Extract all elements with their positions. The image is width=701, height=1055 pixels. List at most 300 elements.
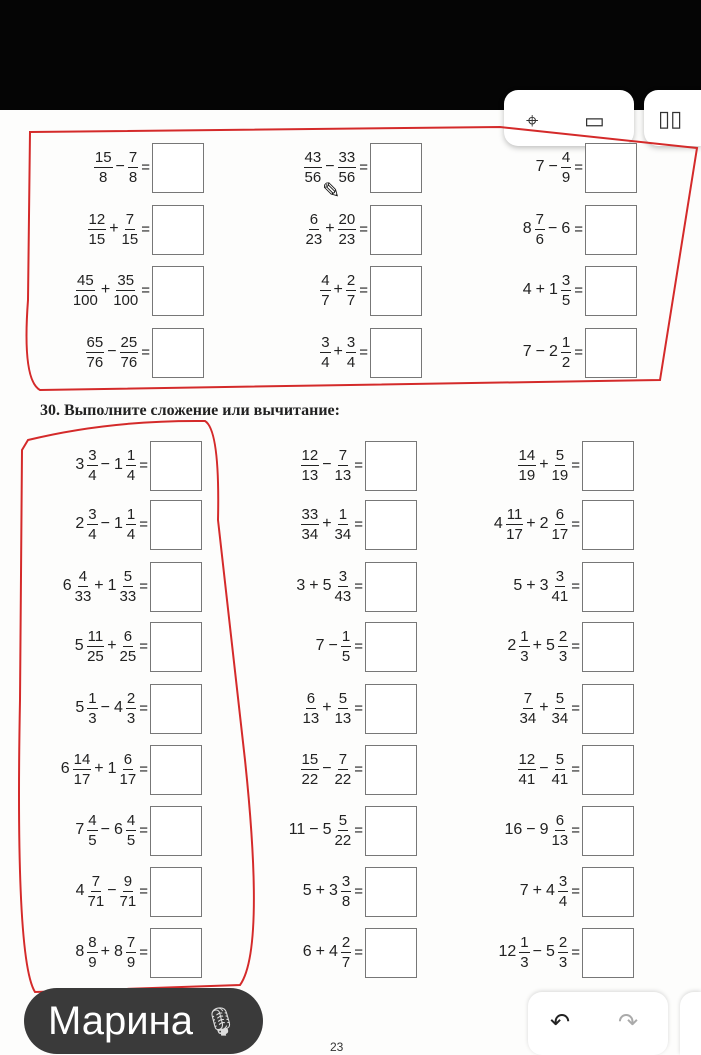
numerator: 6 — [309, 210, 319, 228]
fraction — [335, 813, 352, 848]
operator: − — [322, 456, 332, 473]
answer-box[interactable] — [585, 266, 637, 316]
operator: + — [532, 637, 542, 654]
equals-sign: = — [139, 821, 148, 839]
numerator: 43 — [304, 148, 322, 166]
expression — [301, 869, 363, 913]
numerator: 4 — [561, 148, 571, 166]
answer-box[interactable] — [365, 867, 417, 917]
operator: 1 — [107, 577, 117, 594]
denominator: 34 — [334, 525, 352, 543]
denominator: 56 — [304, 168, 322, 186]
answer-box[interactable] — [152, 143, 204, 193]
operator: 1 — [548, 281, 558, 298]
operator: − — [532, 943, 542, 960]
fraction — [304, 150, 323, 185]
denominator: 3 — [520, 953, 529, 971]
answer-box[interactable] — [365, 441, 417, 491]
operator: 3 — [75, 456, 85, 473]
expression — [319, 330, 368, 374]
operator: 5 — [75, 699, 85, 716]
answer-box[interactable] — [365, 806, 417, 856]
fraction — [73, 752, 92, 787]
numerator: 4 — [126, 811, 136, 829]
operator: + — [539, 699, 549, 716]
denominator: 9 — [126, 953, 136, 971]
operator: 3 — [328, 882, 338, 899]
answer-box[interactable] — [582, 745, 634, 795]
fraction — [335, 691, 352, 726]
operator: − — [107, 882, 117, 899]
denominator: 23 — [338, 230, 356, 248]
numerator: 3 — [558, 872, 568, 890]
pencil-cursor-icon: ✎ — [322, 178, 341, 203]
operator: 4 — [493, 515, 503, 532]
numerator: 9 — [123, 872, 133, 890]
grid-icon[interactable]: ▯▯ — [658, 106, 683, 131]
numerator: 3 — [561, 271, 571, 289]
denominator: 22 — [301, 770, 319, 788]
operator: 5 — [545, 943, 555, 960]
denominator: 8 — [128, 168, 138, 186]
equals-sign: = — [571, 577, 580, 595]
fraction — [126, 813, 136, 848]
operator: 2 — [75, 515, 85, 532]
operator: 2 — [539, 515, 549, 532]
denominator: 71 — [119, 892, 137, 910]
fraction — [335, 507, 352, 542]
numerator: 3 — [88, 446, 97, 464]
operator: 5 — [322, 821, 332, 838]
operator: 5 — [322, 577, 332, 594]
fraction — [519, 629, 529, 664]
fraction — [88, 874, 105, 909]
microphone-icon[interactable]: 🎙 — [202, 1005, 239, 1037]
equals-sign: = — [139, 882, 148, 900]
operator: 12 — [498, 943, 517, 960]
cursor-icon[interactable]: ⌖ — [526, 108, 539, 133]
operator: + — [94, 760, 104, 777]
operator: + — [315, 943, 325, 960]
answer-box[interactable] — [585, 143, 637, 193]
fraction — [552, 507, 569, 542]
fraction — [87, 448, 97, 483]
numerator: 15 — [94, 148, 112, 166]
numerator: 7 — [91, 872, 101, 890]
denominator: 25 — [119, 647, 137, 665]
equals-sign: = — [571, 699, 580, 717]
denominator: 41 — [551, 770, 569, 788]
numerator: 2 — [558, 933, 568, 951]
answer-box[interactable] — [582, 684, 634, 734]
operator: − — [539, 760, 549, 777]
operator: + — [535, 281, 545, 298]
fraction — [552, 813, 569, 848]
expression — [534, 145, 583, 189]
answer-box[interactable] — [365, 622, 417, 672]
denominator: 19 — [518, 466, 536, 484]
fraction — [558, 629, 568, 664]
numerator: 5 — [555, 446, 565, 464]
equals-sign: = — [574, 220, 583, 238]
numerator: 12 — [518, 750, 536, 768]
numerator: 11 — [87, 627, 104, 645]
answer-box[interactable] — [150, 622, 202, 672]
expression — [85, 330, 150, 374]
fraction — [126, 507, 136, 542]
equals-sign: = — [141, 343, 150, 361]
expression — [93, 145, 150, 189]
equals-sign: = — [354, 637, 363, 655]
operator: 9 — [539, 821, 549, 838]
expression — [73, 930, 148, 974]
numerator: 7 — [523, 689, 533, 707]
answer-box[interactable] — [365, 500, 417, 550]
answer-box[interactable] — [582, 441, 634, 491]
equals-sign: = — [139, 456, 148, 474]
user-chip[interactable] — [24, 988, 263, 1054]
operator: − — [322, 760, 332, 777]
numerator: 7 — [338, 446, 348, 464]
answer-box[interactable] — [152, 205, 204, 255]
denominator: 15 — [88, 230, 106, 248]
operator: 16 — [504, 821, 523, 838]
operator: + — [325, 220, 335, 237]
denominator: 9 — [88, 953, 97, 971]
denominator: 13 — [302, 709, 320, 727]
numerator: 7 — [338, 750, 348, 768]
page-number: 23 — [330, 1040, 344, 1054]
equals-sign: = — [359, 343, 368, 361]
fraction — [120, 569, 137, 604]
operator: 1 — [113, 515, 123, 532]
operator: 8 — [113, 943, 123, 960]
operator: 2 — [548, 343, 558, 360]
numerator: 12 — [301, 446, 319, 464]
denominator: 4 — [126, 466, 136, 484]
answer-box[interactable] — [585, 328, 637, 378]
operator: 8 — [75, 943, 85, 960]
numerator: 5 — [338, 811, 348, 829]
denominator: 7 — [341, 953, 351, 971]
expression — [492, 502, 580, 546]
operator: + — [322, 699, 332, 716]
equals-sign: = — [354, 882, 363, 900]
expression — [294, 564, 363, 608]
expression — [300, 747, 363, 791]
denominator: 76 — [120, 353, 138, 371]
operator: 7 — [519, 882, 529, 899]
fraction — [87, 935, 97, 970]
numerator: 33 — [301, 505, 319, 523]
operator: + — [333, 343, 343, 360]
numerator: 7 — [535, 210, 544, 228]
operator: − — [328, 637, 338, 654]
denominator: 3 — [126, 709, 136, 727]
fraction — [346, 273, 356, 308]
operator: 4 — [545, 882, 555, 899]
expression — [497, 930, 581, 974]
numerator: 6 — [123, 627, 133, 645]
fraction — [346, 335, 356, 370]
exercise-heading: 30. Выполните сложение или вычитание: — [40, 402, 340, 419]
answer-box[interactable] — [150, 867, 202, 917]
operator: − — [115, 158, 125, 175]
answer-box[interactable] — [582, 806, 634, 856]
numerator: 20 — [338, 210, 356, 228]
expression — [287, 808, 363, 852]
numerator: 35 — [117, 271, 135, 289]
denominator: 4 — [126, 525, 136, 543]
denominator: 100 — [113, 291, 139, 309]
numerator: 2 — [126, 689, 136, 707]
operator: 11 — [288, 821, 306, 838]
fraction — [73, 273, 98, 308]
operator: 8 — [522, 220, 532, 237]
equals-sign: = — [141, 281, 150, 299]
denominator: 13 — [334, 466, 352, 484]
answer-box[interactable] — [152, 266, 204, 316]
numerator: 1 — [520, 933, 529, 951]
equals-sign: = — [139, 515, 148, 533]
answer-box[interactable] — [370, 205, 422, 255]
answer-box[interactable] — [582, 500, 634, 550]
numerator: 11 — [506, 505, 523, 523]
denominator: 9 — [561, 168, 571, 186]
denominator: 6 — [535, 230, 544, 248]
operator: + — [315, 882, 325, 899]
operator: + — [333, 281, 343, 298]
numerator: 5 — [555, 689, 565, 707]
answer-box[interactable] — [150, 684, 202, 734]
answer-box[interactable] — [582, 867, 634, 917]
fraction — [519, 935, 529, 970]
operator: + — [322, 515, 332, 532]
fraction — [341, 874, 351, 909]
denominator: 33 — [119, 587, 137, 605]
numerator: 1 — [341, 627, 351, 645]
numerator: 3 — [88, 505, 97, 523]
numerator: 14 — [73, 750, 91, 768]
answer-box[interactable] — [582, 562, 634, 612]
numerator: 1 — [520, 627, 529, 645]
fraction — [552, 752, 569, 787]
fraction — [561, 150, 571, 185]
expression — [87, 207, 150, 251]
operator: 5 — [513, 577, 523, 594]
answer-box[interactable] — [365, 928, 417, 978]
equals-sign: = — [571, 821, 580, 839]
fraction — [86, 335, 105, 370]
operator: − — [100, 821, 110, 838]
operator: + — [539, 456, 549, 473]
denominator: 41 — [518, 770, 536, 788]
fraction — [506, 507, 524, 542]
denominator: 4 — [88, 466, 97, 484]
operator: + — [532, 882, 542, 899]
fraction — [301, 507, 320, 542]
fraction — [87, 813, 97, 848]
denominator: 23 — [305, 230, 323, 248]
fraction — [335, 569, 352, 604]
numerator: 2 — [341, 933, 351, 951]
answer-box[interactable] — [365, 745, 417, 795]
redo-icon[interactable]: ↷ — [618, 1009, 639, 1036]
operator: 1 — [113, 456, 123, 473]
denominator: 3 — [88, 709, 97, 727]
denominator: 43 — [334, 587, 352, 605]
fraction — [335, 752, 352, 787]
operator: − — [100, 456, 110, 473]
fraction — [128, 150, 138, 185]
answer-box[interactable] — [152, 328, 204, 378]
answer-box[interactable] — [150, 806, 202, 856]
fraction — [126, 691, 136, 726]
user-name: Марина — [48, 998, 193, 1043]
equals-sign: = — [574, 158, 583, 176]
operator: + — [94, 577, 104, 594]
numerator: 7 — [125, 210, 135, 228]
numerator: 15 — [301, 750, 319, 768]
operator: + — [309, 577, 319, 594]
answer-box[interactable] — [585, 205, 637, 255]
equals-sign: = — [354, 577, 363, 595]
fraction — [88, 212, 107, 247]
denominator: 100 — [72, 291, 98, 309]
operator: + — [100, 281, 111, 298]
answer-box[interactable] — [370, 266, 422, 316]
equals-sign: = — [139, 637, 148, 655]
numerator: 6 — [555, 505, 565, 523]
numerator: 1 — [126, 446, 136, 464]
numerator: 8 — [88, 933, 97, 951]
operator: 4 — [113, 699, 123, 716]
answer-box[interactable] — [150, 562, 202, 612]
denominator: 76 — [86, 353, 104, 371]
answer-box[interactable] — [370, 143, 422, 193]
equals-sign: = — [354, 456, 363, 474]
numerator: 2 — [558, 627, 568, 645]
numerator: 25 — [120, 333, 138, 351]
answer-box[interactable] — [150, 441, 202, 491]
numerator: 6 — [555, 811, 565, 829]
answer-box[interactable] — [365, 684, 417, 734]
fraction — [87, 691, 97, 726]
expression — [305, 207, 368, 251]
denominator: 3 — [558, 647, 568, 665]
expression — [519, 686, 580, 730]
fraction — [120, 874, 137, 909]
numerator: 2 — [346, 271, 356, 289]
expression — [300, 502, 363, 546]
denominator: 3 — [558, 953, 568, 971]
denominator: 17 — [119, 770, 137, 788]
fraction — [341, 629, 351, 664]
expression — [517, 443, 580, 487]
equals-sign: = — [141, 220, 150, 238]
fraction — [561, 273, 571, 308]
expression — [505, 624, 580, 668]
operator: − — [309, 821, 319, 838]
answer-box[interactable] — [150, 928, 202, 978]
numerator: 6 — [306, 689, 316, 707]
fraction — [552, 448, 569, 483]
denominator: 2 — [561, 353, 571, 371]
denominator: 13 — [334, 709, 352, 727]
equals-sign: = — [354, 699, 363, 717]
operator: 3 — [539, 577, 549, 594]
operator: + — [526, 515, 536, 532]
operator: − — [526, 821, 536, 838]
answer-box[interactable] — [370, 328, 422, 378]
denominator: 19 — [551, 466, 569, 484]
equals-sign: = — [359, 158, 368, 176]
expression — [61, 564, 148, 608]
expression — [521, 207, 583, 251]
equals-sign: = — [574, 281, 583, 299]
undo-icon[interactable]: ↶ — [550, 1009, 571, 1036]
numerator: 1 — [126, 505, 136, 523]
denominator: 4 — [558, 892, 568, 910]
fraction — [520, 691, 537, 726]
equals-sign: = — [139, 760, 148, 778]
denominator: 17 — [73, 770, 91, 788]
numerator: 12 — [88, 210, 106, 228]
operator: 5 — [302, 882, 312, 899]
operator: 4 — [328, 943, 338, 960]
fraction — [126, 935, 136, 970]
operator: 6 — [561, 220, 571, 237]
expression — [301, 930, 363, 974]
equals-sign: = — [571, 882, 580, 900]
fraction — [558, 874, 568, 909]
equals-sign: = — [359, 281, 368, 299]
denominator: 17 — [551, 525, 569, 543]
answer-box[interactable] — [582, 928, 634, 978]
fraction — [301, 448, 320, 483]
operator: 7 — [535, 158, 545, 175]
expression — [521, 330, 583, 374]
denominator: 8 — [341, 892, 351, 910]
numerator: 14 — [518, 446, 536, 464]
equals-sign: = — [139, 943, 148, 961]
fraction — [303, 691, 320, 726]
numerator: 3 — [338, 567, 348, 585]
fraction — [518, 752, 537, 787]
denominator: 71 — [87, 892, 105, 910]
markup-toolbar — [504, 90, 634, 146]
fraction — [122, 212, 139, 247]
expression — [302, 686, 363, 730]
denominator: 25 — [87, 647, 104, 665]
comment-icon[interactable]: ▭ — [584, 108, 605, 133]
fraction — [87, 629, 105, 664]
operator: − — [100, 699, 110, 716]
denominator: 8 — [99, 168, 108, 186]
expression — [73, 686, 148, 730]
operator: 2 — [507, 637, 517, 654]
equals-sign: = — [571, 637, 580, 655]
fraction — [120, 335, 139, 370]
answer-box[interactable] — [150, 745, 202, 795]
equals-sign: = — [571, 943, 580, 961]
answer-box[interactable] — [365, 562, 417, 612]
numerator: 5 — [123, 567, 133, 585]
answer-box[interactable] — [582, 622, 634, 672]
numerator: 7 — [126, 933, 136, 951]
numerator: 1 — [338, 505, 348, 523]
answer-box[interactable] — [150, 500, 202, 550]
